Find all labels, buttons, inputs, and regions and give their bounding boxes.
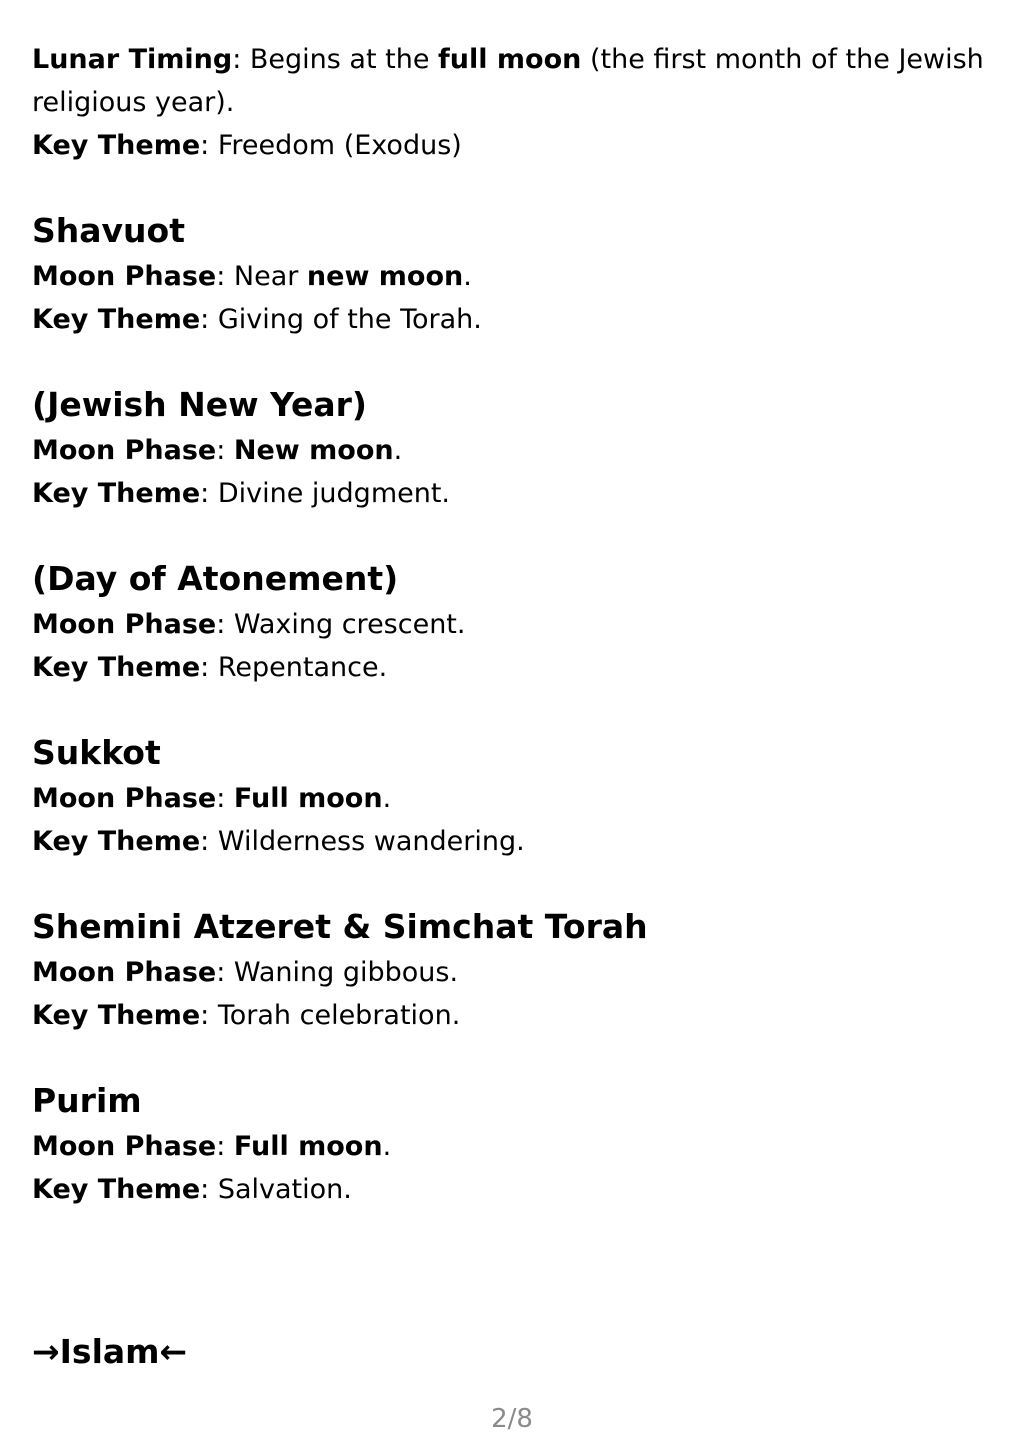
timing-text: : Begins at the [232, 44, 439, 75]
section-title: (Day of Atonement) [32, 559, 399, 598]
moon-phase-label: Moon Phase [32, 1131, 217, 1162]
key-theme-label: Key Theme [32, 478, 201, 509]
moon-phase-punct: . [393, 435, 403, 466]
key-theme-label: Key Theme [32, 304, 201, 335]
section-purim [32, 1077, 992, 1211]
section-jewish-new-year [32, 381, 992, 515]
moon-phase-text: : Waxing crescent. [216, 609, 466, 640]
moon-phase-label: Moon Phase [32, 261, 217, 292]
theme-label: Key Theme [32, 130, 201, 161]
moon-phase-bold: new moon [306, 261, 464, 292]
key-theme-text: : Wilderness wandering. [200, 826, 525, 857]
moon-phase-line [32, 255, 992, 298]
key-theme-line [32, 472, 992, 515]
key-theme-label: Key Theme [32, 652, 201, 683]
moon-phase-label: Moon Phase [32, 957, 217, 988]
moon-phase-line [32, 1125, 992, 1168]
moon-phase-bold: Full moon [233, 1131, 383, 1162]
timing-label: Lunar Timing [32, 44, 233, 75]
moon-phase-text: : [216, 435, 234, 466]
moon-phase-bold: Full moon [233, 783, 383, 814]
intro-timing-line [32, 38, 992, 124]
spacer [32, 863, 992, 903]
spacer [32, 167, 992, 207]
moon-phase-label: Moon Phase [32, 783, 217, 814]
moon-phase-bold: New moon [233, 435, 394, 466]
spacer [32, 689, 992, 729]
moon-phase-punct: . [382, 783, 392, 814]
key-theme-line [32, 820, 992, 863]
key-theme-line [32, 646, 992, 689]
timing-text-continued: (the first month of the Jewish religious year). [32, 44, 984, 118]
key-theme-label: Key Theme [32, 1000, 201, 1031]
moon-phase-text: : [216, 783, 234, 814]
timing-bold-text: full moon [438, 44, 582, 75]
section-title: Shemini Atzeret & Simchat Torah [32, 907, 648, 946]
spacer [32, 515, 992, 555]
theme-text: : Freedom (Exodus) [200, 130, 462, 161]
moon-phase-line [32, 777, 992, 820]
key-theme-label: Key Theme [32, 1174, 201, 1205]
document-body [32, 38, 992, 1211]
key-theme-line [32, 994, 992, 1037]
key-theme-label: Key Theme [32, 826, 201, 857]
section-title: Sukkot [32, 733, 161, 772]
page-number: 2/8 [491, 1404, 533, 1434]
moon-phase-label: Moon Phase [32, 435, 217, 466]
section-title: Shavuot [32, 211, 185, 250]
section-shavuot [32, 207, 992, 341]
moon-phase-line [32, 429, 992, 472]
moon-phase-label: Moon Phase [32, 609, 217, 640]
moon-phase-text: : Near [216, 261, 307, 292]
key-theme-text: : Salvation. [200, 1174, 352, 1205]
key-theme-text: : Giving of the Torah. [200, 304, 482, 335]
intro-theme-line [32, 124, 992, 167]
moon-phase-text: : [216, 1131, 234, 1162]
key-theme-text: : Repentance. [200, 652, 388, 683]
spacer [32, 1037, 992, 1077]
section-title: Purim [32, 1081, 142, 1120]
moon-phase-punct: . [382, 1131, 392, 1162]
section-sukkot [32, 729, 992, 863]
key-theme-line [32, 1168, 992, 1211]
section-title: (Jewish New Year) [32, 385, 368, 424]
key-theme-text: : Divine judgment. [200, 478, 451, 509]
spacer [32, 341, 992, 381]
next-section-heading: →Islam← [32, 1332, 188, 1371]
moon-phase-line [32, 603, 992, 646]
key-theme-line [32, 298, 992, 341]
section-shemini-atzeret [32, 903, 992, 1037]
moon-phase-text: : Waning gibbous. [216, 957, 459, 988]
section-day-of-atonement [32, 555, 992, 689]
moon-phase-punct: . [463, 261, 472, 292]
moon-phase-line [32, 951, 992, 994]
key-theme-text: : Torah celebration. [200, 1000, 461, 1031]
